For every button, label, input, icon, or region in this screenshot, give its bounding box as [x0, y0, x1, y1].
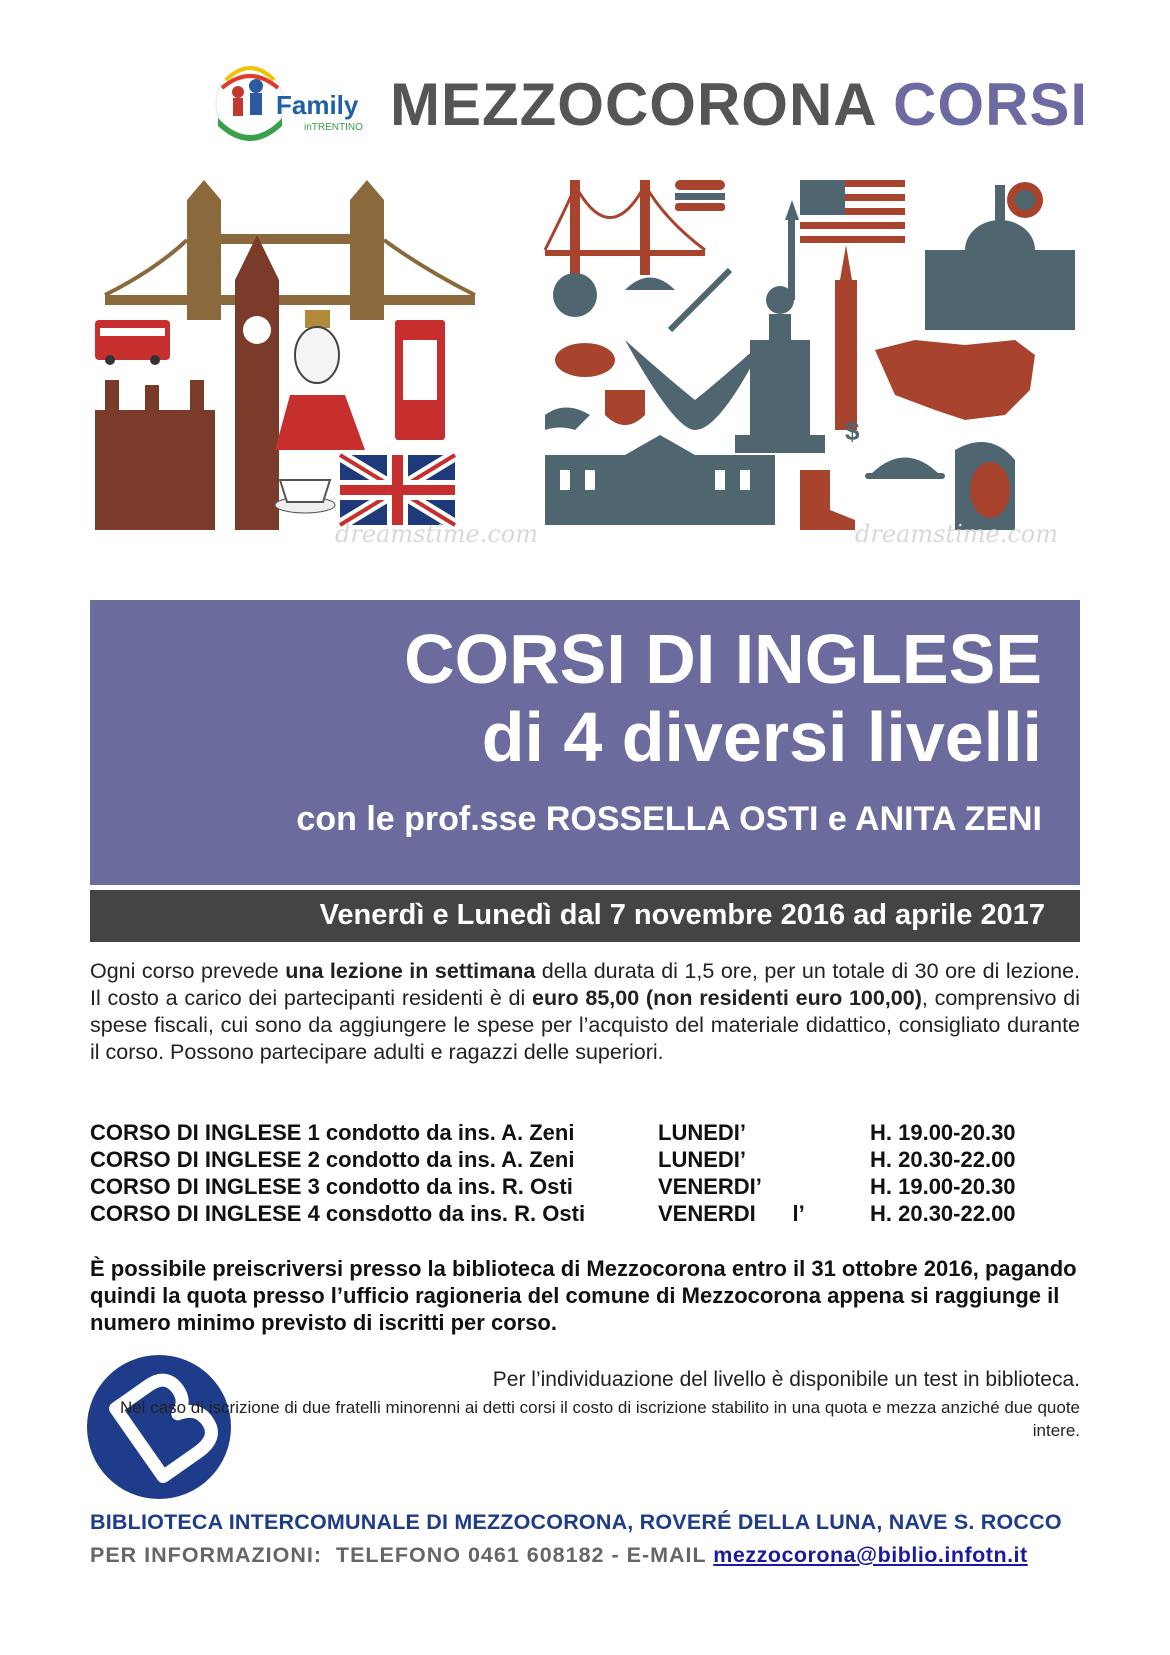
contact-info [90, 1543, 1080, 1568]
course-row [90, 1147, 1080, 1174]
course-name: CORSO DI INGLESE 3 condotto da ins. R. Osti [90, 1174, 573, 1199]
course-time: H. 19.00-20.30 [870, 1174, 1016, 1199]
course-time: H. 20.30-22.00 [870, 1201, 1016, 1226]
email-link[interactable]: mezzocorona@biblio.infotn.it [713, 1543, 1028, 1567]
course-list [90, 1120, 1080, 1228]
intro-text-2: della durata di 1,5 ore, per un totale di 30 ore di lezione. Il costo a carico dei partecipanti residenti è di [90, 959, 1081, 1010]
usa-landmarks-illustration [545, 180, 1075, 575]
logo-subtext: inTRENTINO [304, 122, 363, 133]
course-row [90, 1201, 1080, 1228]
course-time: H. 19.00-20.30 [870, 1120, 1016, 1145]
schedule-bar [90, 890, 1080, 942]
schedule-text: Venerdì e Lunedì dal 7 novembre 2016 ad aprile 2017 [319, 899, 1045, 931]
title-main: MEZZOCORONA [390, 71, 876, 138]
page-title [390, 70, 1089, 139]
preregistration-notice: È possibile preiscriversi presso la biblioteca di Mezzocorona entro il 31 ottobre 2016, pagando quindi la quota presso l’ufficio ragioneria del comune di Mezzocorona appena si raggiunge il numero minimo previsto di iscritti per corso. [90, 1256, 1077, 1335]
course-day: LUNEDI’ [658, 1147, 746, 1172]
london-landmarks-illustration [95, 180, 538, 575]
intro-text-1: Ogni corso prevede [90, 959, 286, 983]
watermark-us: dreamstime.com [855, 520, 1058, 548]
course-banner [90, 600, 1080, 885]
course-day: LUNEDI’ [658, 1120, 746, 1145]
watermark-uk: dreamstime.com [335, 520, 538, 548]
family-in-trentino-logo [212, 60, 382, 144]
svg-text:$: $ [845, 416, 860, 446]
course-name: CORSO DI INGLESE 4 consdotto da ins. R. Osti [90, 1201, 586, 1226]
course-name: CORSO DI INGLESE 1 condotto da ins. A. Zeni [90, 1120, 575, 1145]
title-accent: CORSI [893, 71, 1089, 138]
banner-title-line1: CORSI DI INGLESE [404, 620, 1042, 698]
banner-subtitle: con le prof.sse ROSSELLA OSTI e ANITA ZENI [296, 800, 1042, 838]
intro-text-3: , comprensivo di spese fiscali, cui sono da aggiungere le spese per l’acquisto del materiale didattico, consigliato durante il corso. Possono partecipare adulti e ragazzi delle superiori. [90, 986, 1080, 1064]
library-name: BIBLIOTECA INTERCOMUNALE DI MEZZOCORONA, ROVERÉ DELLA LUNA, NAVE S. ROCCO [90, 1510, 1062, 1534]
course-time: H. 20.30-22.00 [870, 1147, 1016, 1172]
level-test-note: Per l’individuazione del livello è disponibile un test in biblioteca. [492, 1368, 1080, 1391]
course-day: VENERDI’ [658, 1174, 762, 1199]
logo-text: Family [276, 90, 359, 120]
course-row [90, 1174, 1080, 1201]
banner-title [404, 620, 1042, 776]
course-name: CORSO DI INGLESE 2 condotto da ins. A. Zeni [90, 1147, 575, 1172]
course-day: VENERDI l’ [658, 1201, 805, 1226]
intro-bold-2: euro 85,00 (non residenti euro 100,00) [532, 986, 922, 1010]
course-row [90, 1120, 1080, 1147]
intro-bold-1: una lezione in settimana [285, 959, 536, 983]
contact-label: PER INFORMAZIONI: TELEFONO 0461 608182 - E-MAIL [90, 1543, 714, 1567]
banner-title-line2: di 4 diversi livelli [481, 698, 1042, 776]
sibling-discount-note: Nel caso di iscrizione di due fratelli minorenni ai detti corsi il costo di iscrizione stabilito in una quota e mezza anziché due quote intere. [119, 1398, 1080, 1440]
intro-paragraph [90, 958, 1080, 1066]
